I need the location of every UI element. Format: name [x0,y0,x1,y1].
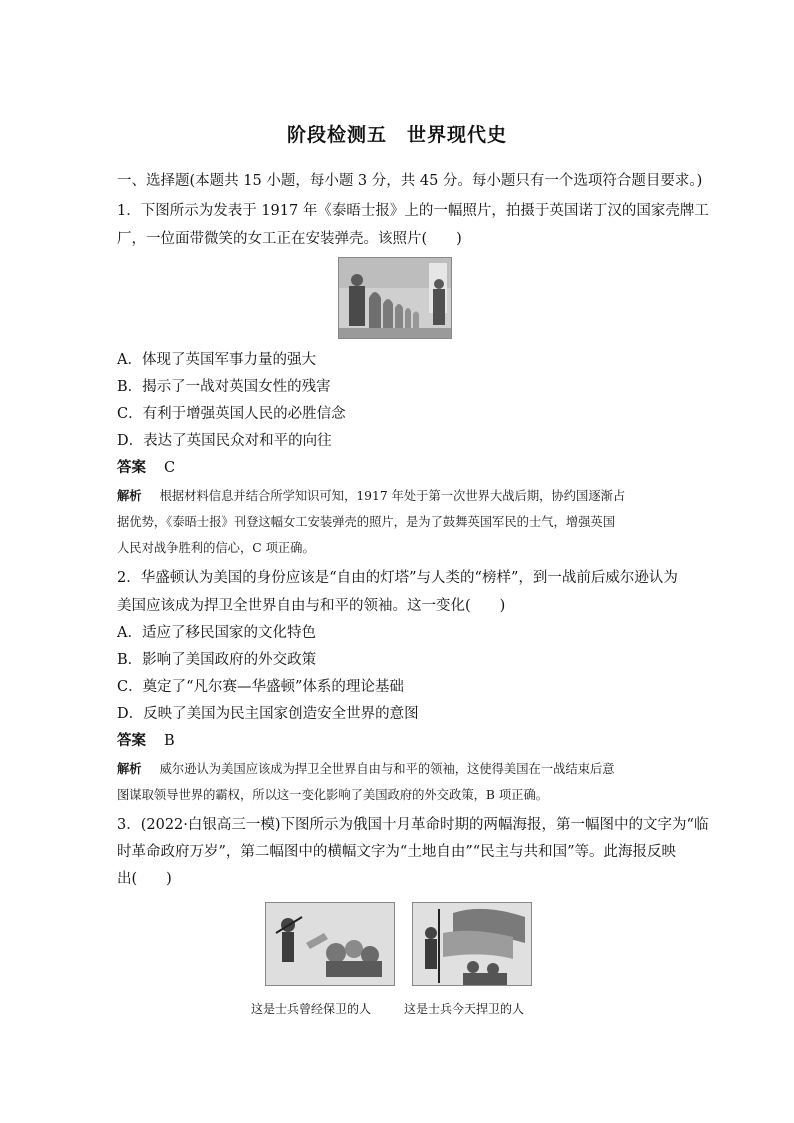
q3-caption-right: 这是士兵今天捍卫的人 [404,1002,525,1016]
q1-explanation-line3: 人民对战争胜利的信心，C 项正确。 [117,541,315,555]
q2-option-d: D．反映了美国为民主国家创造安全世界的意图 [117,706,419,722]
answer-label: 答案 [117,732,146,749]
q1-option-c: C．有利于增强英国人民的必胜信念 [117,406,346,422]
q2-option-b: B．影响了美国政府的外交政策 [117,652,317,668]
q3-caption-left: 这是士兵曾经保卫的人 [251,1002,372,1016]
q1-stem-line2: 厂，一位面带微笑的女工正在安装弹壳。该照片( ) [117,231,462,247]
q2-option-c: C．奠定了“凡尔赛—华盛顿”体系的理论基础 [117,679,404,695]
q1-explanation-line2: 据优势，《泰晤士报》刊登这幅女工安装弹壳的照片，是为了鼓舞英国军民的士气，增强英国 [117,515,616,529]
banner-poster-icon [413,903,531,985]
q3-poster-right [412,902,532,986]
q1-option-d: D．表达了英国民众对和平的向往 [117,433,332,449]
q1-explanation-line1 [117,488,683,504]
answer-value: B [164,733,175,749]
page-title: 阶段检测五 世界现代史 [286,124,507,146]
explanation-label: 解析 [117,761,142,776]
q1-answer [117,459,697,477]
q2-answer [117,732,697,750]
q1-photo-women-factory [338,257,452,339]
revolution-poster-icon [266,903,394,985]
q3-stem-line2: 时革命政府万岁”，第二幅图中的横幅文字为“土地自由”“民主与共和国”等。此海报反映 [117,844,677,860]
answer-label: 答案 [117,459,146,476]
q2-explanation-line2: 图谋取领导世界的霸权，所以这一变化影响了美国政府的外交政策，B 项正确。 [117,788,549,802]
q2-stem-line2: 美国应该成为捍卫全世界自由与和平的领袖。这一变化( ) [117,598,506,614]
q3-stem-line3: 出( ) [117,871,172,887]
q2-stem-line1: 2．华盛顿认为美国的身份应该是“自由的灯塔”与人类的“榜样”，到一战前后威尔逊认为 [117,570,678,586]
explanation-text: 威尔逊认为美国应该成为捍卫全世界自由与和平的领袖，这使得美国在一战结束后意 [159,762,615,776]
explanation-text: 根据材料信息并结合所学知识可知，1917 年处于第一次世界大战后期，协约国逐渐占 [159,489,626,503]
section-heading: 一、选择题(本题共 15 小题，每小题 3 分，共 45 分。每小题只有一个选项符合题目要求。) [117,173,703,189]
q1-option-b: B．揭示了一战对英国女性的残害 [117,379,331,395]
q3-poster-left [265,902,395,986]
q3-stem-line1: 3．(2022·白银高三一模)下图所示为俄国十月革命时期的两幅海报，第一幅图中的文字为“临 [117,817,709,833]
q1-option-a: A．体现了英国军事力量的强大 [117,352,316,368]
factory-photo-icon [339,258,451,338]
q1-stem-line1: 1．下图所示为发表于 1917 年《泰晤士报》上的一幅照片，拍摄于英国诺丁汉的国家壳牌工 [117,203,709,219]
q2-option-a: A．适应了移民国家的文化特色 [117,625,316,641]
explanation-label: 解析 [117,488,142,503]
answer-value: C [164,460,176,476]
q2-explanation-line1 [117,761,683,777]
